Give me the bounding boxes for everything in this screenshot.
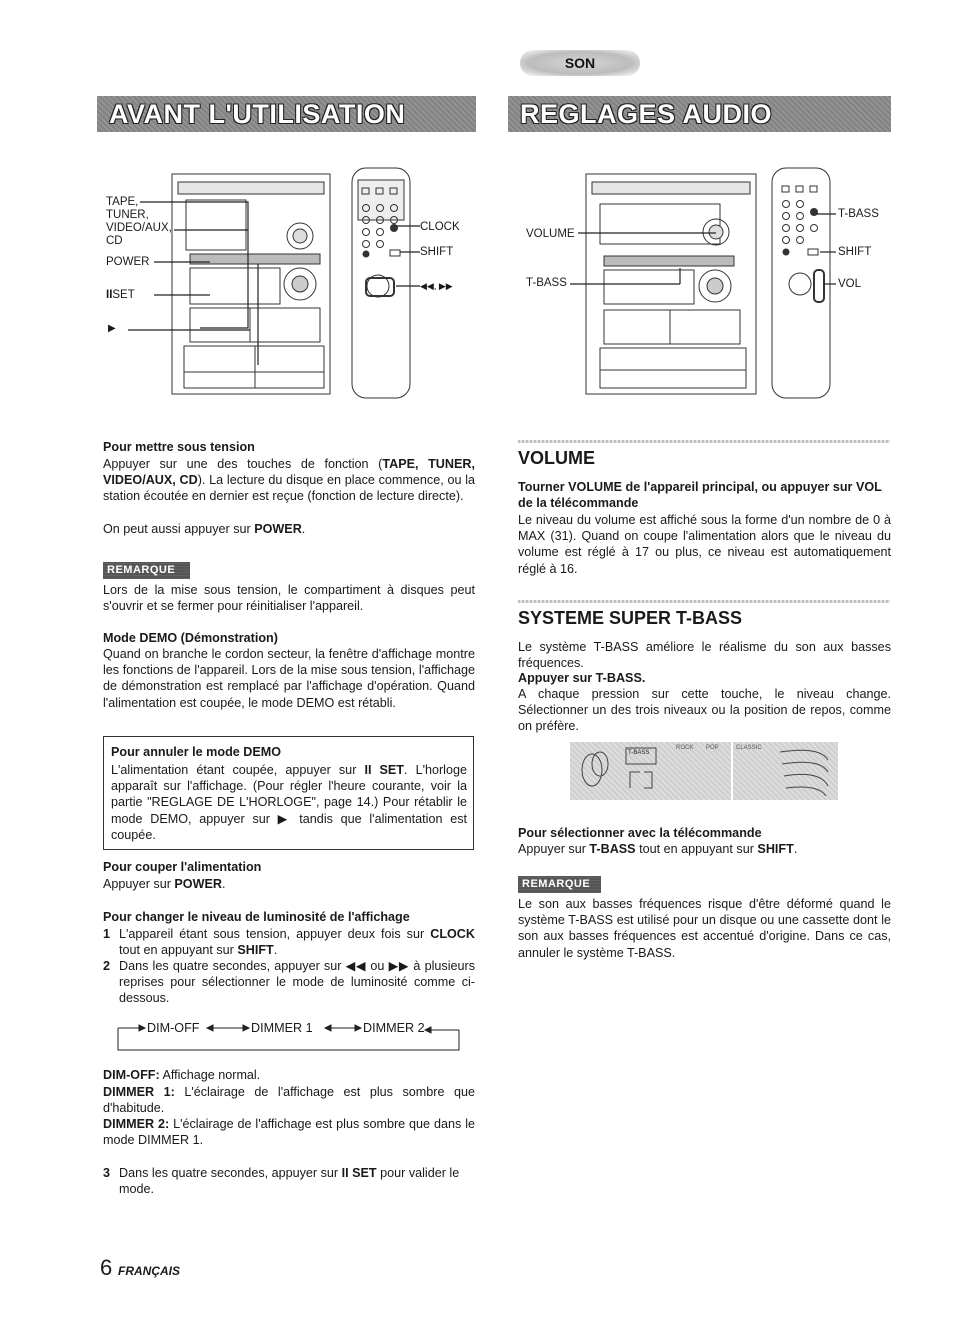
label-tape: TAPE, (106, 196, 139, 208)
stereo-system-illustration-right (520, 160, 900, 405)
page-number: 6 (100, 1255, 113, 1280)
stereo-system-illustration-left (100, 160, 480, 405)
heading-dimmer: Pour changer le niveau de luminosité de l'affichage (103, 910, 410, 924)
paragraph-power-off: Appuyer sur POWER. (103, 877, 226, 891)
divider-volume (518, 440, 890, 443)
label-set (106, 289, 135, 302)
display-rock: ROCK (676, 745, 694, 751)
cancel-demo-box (103, 736, 474, 850)
dimmer-cycle-diagram (115, 1018, 465, 1054)
definition-dim-off: DIM-OFF: Affichage normal. (103, 1068, 261, 1082)
label-rew-ff: ◀◀, ▶▶ (420, 281, 453, 291)
display-tbass-text: T-BASS (628, 750, 650, 756)
paragraph-remark-right: Le son aux basses fréquences risque d'être déformé quand le système T-BASS est utilisé pour un disque ou une cassette dont le son aux basses fréquences est accentué d'origine. Dans ce cas, annuler le système T-BASS. (518, 897, 891, 960)
label-tbass-remote: T-BASS (838, 208, 879, 220)
display-pop: POP (706, 745, 719, 751)
remark-badge-right: REMARQUE (518, 876, 601, 893)
paragraph-remote-select: Appuyer sur T-BASS tout en appuyant sur SHIFT. (518, 842, 798, 856)
tbass-display-illustration (570, 742, 838, 800)
cycle-dim-off: DIM-OFF (147, 1021, 200, 1035)
heading-volume: VOLUME (518, 448, 596, 468)
paragraph-tbass: Le système T-BASS améliore le réalisme du son aux basses fréquences. (518, 640, 891, 671)
label-clock: CLOCK (420, 221, 460, 233)
divider-tbass (518, 600, 890, 603)
remark-badge-left: REMARQUE (103, 562, 190, 579)
subheading-press-tbass: Appuyer sur T-BASS. (518, 671, 646, 685)
paragraph-volume: Le niveau du volume est affiché sous la forme d'un nombre de 0 à MAX (31). Quand on coupe l'alimentation alors que le niveau du volume est réglé à 17 ou plus, ce niveau est automatiquement réglé à 16. (518, 513, 891, 576)
label-tbass: T-BASS (526, 277, 567, 289)
cycle-dimmer-1: DIMMER 1 (251, 1021, 313, 1035)
label-cd: CD (106, 235, 123, 247)
paragraph-demo-mode: Quand on branche le cordon secteur, la fenêtre d'affichage montre les fonctions de l'appareil. Lors de la mise sous tension, l'affichage de démonstration est remplacé par l'affichage d'opération. Quand l'alimentation est coupée, le mode DEMO est rétabli. (103, 647, 475, 710)
pause-symbol: II (106, 289, 113, 301)
step-2: 2 Dans les quatre secondes, appuyer sur ◀◀ ou ▶▶ à plusieurs reprises pour sélectionner le mode de luminosité comme ci-dessous. (103, 959, 475, 1006)
definition-dimmer-1: DIMMER 1: L'éclairage de l'affichage est plus sombre que d'habitude. (103, 1085, 475, 1116)
definition-dimmer-2: DIMMER 2: L'éclairage de l'affichage est plus sombre que dans le mode DIMMER 1. (103, 1117, 475, 1148)
display-classic: CLASSIC (736, 745, 762, 751)
play-icon: ▶ (108, 323, 116, 334)
paragraph-remark-left: Lors de la mise sous tension, le compartiment à disques peut s'ouvrir et se fermer pour réinitialiser l'appareil. (103, 583, 475, 614)
heading-cancel-demo: Pour annuler le mode DEMO (111, 745, 282, 759)
banner-avant-utilisation: AVANT L'UTILISATION (97, 96, 476, 132)
cycle-dimmer-2: DIMMER 2 (363, 1021, 425, 1035)
label-tuner: TUNER, (106, 209, 149, 221)
display-graphic (570, 742, 838, 800)
step-3: 3 Dans les quatre secondes, appuyer sur II SET pour valider le mode. (103, 1166, 460, 1197)
paragraph-power-alt: On peut aussi appuyer sur POWER. (103, 522, 306, 536)
section-tag-son: SON (520, 50, 640, 76)
label-video-aux: VIDEO/AUX, (106, 222, 172, 234)
heading-super-tbass: SYSTEME SUPER T-BASS (518, 608, 743, 628)
heading-power-on: Pour mettre sous tension (103, 440, 255, 454)
label-volume: VOLUME (526, 228, 575, 240)
step-1: 1 L'appareil étant sous tension, appuyer deux fois sur CLOCK tout en appuyant sur SHIFT. (103, 927, 475, 958)
heading-power-off: Pour couper l'alimentation (103, 860, 262, 874)
footer-language: FRANÇAIS (118, 1264, 180, 1278)
heading-remote-select: Pour sélectionner avec la télécommande (518, 826, 762, 840)
label-shift-right: SHIFT (838, 246, 872, 258)
heading-demo-mode: Mode DEMO (Démonstration) (103, 631, 278, 645)
subheading-volume: Tourner VOLUME de l'appareil principal, ou appuyer sur VOL de la télécommande (518, 480, 882, 510)
paragraph-power-on: Appuyer sur une des touches de fonction (TAPE, TUNER, VIDEO/AUX, CD). La lecture du disque en place commence, ou la station écoutée en dernier est reçue (fonction de lecture directe). (103, 457, 475, 504)
paragraph-cancel-demo: L'alimentation étant coupée, appuyer sur II SET. L'horloge apparaît sur l'affichage. (Pour régler l'heure courante, voir la partie "REGLAGE DE L'HORLOGE", page 14.) Pour rétablir le mode DEMO, appuyer sur ▶ tandis que l'alimentation est coupée. (111, 763, 467, 842)
banner-reglages-audio: REGLAGES AUDIO (508, 96, 891, 132)
label-set-text: SET (112, 289, 135, 301)
label-vol: VOL (838, 278, 862, 290)
label-power: POWER (106, 256, 150, 268)
label-shift: SHIFT (420, 246, 454, 258)
paragraph-tbass-levels: A chaque pression sur cette touche, le niveau change. Sélectionner un des trois niveaux ou la position de repos, comme on préfère. (518, 687, 891, 734)
